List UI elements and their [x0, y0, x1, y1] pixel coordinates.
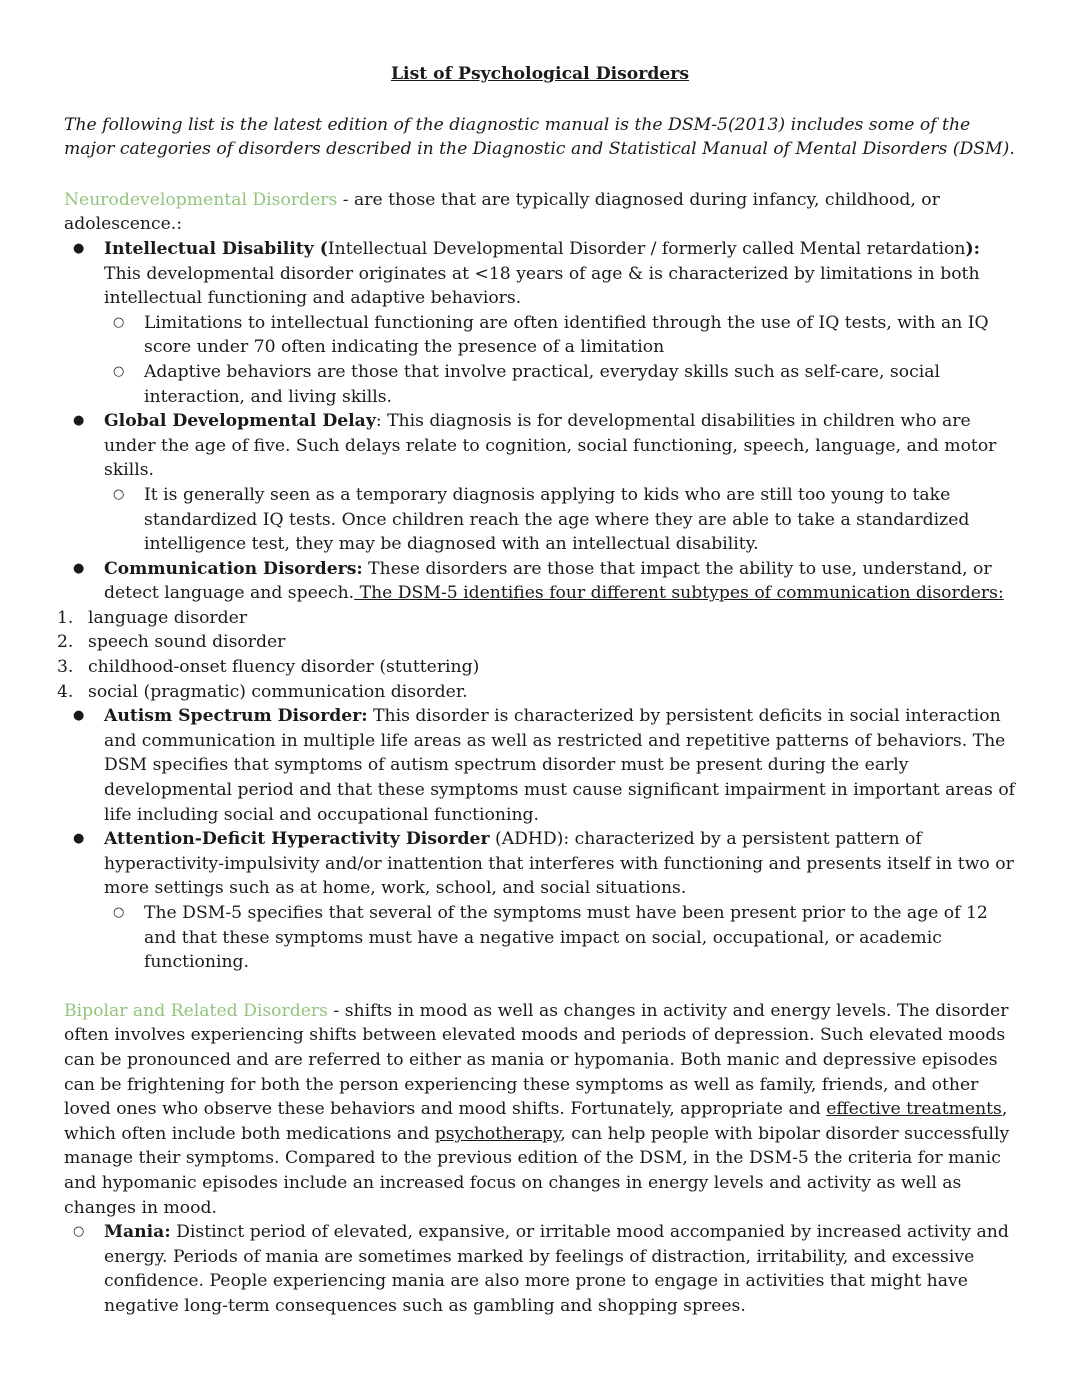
autism-text: This disorder is characterized by persistent deficits in social interaction and communication in multiple life areas as well as restricted and repetitive patterns of behaviors. The DSM specifies that symptoms of autism spectrum disorder must be present during the early developmental period and that these symptoms must cause significant impairment in important areas of life including social and occupational functioning.: [104, 706, 1016, 825]
neuro-heading: Neurodevelopmental Disorders: [64, 189, 338, 210]
communication-term: Communication Disorders:: [104, 558, 363, 579]
mania-term: Mania:: [104, 1222, 171, 1243]
intellectual-paren-text: Intellectual Developmental Disorder / formerly called Mental retardation: [327, 238, 966, 259]
global-term: Global Developmental Delay: [104, 411, 376, 432]
mania-text: Distinct period of elevated, expansive, or irritable mood accompanied by increased activity and energy. Periods of mania are sometimes marked by feelings of distraction, irritability, and excessive confidence. People experiencing mania are also more prone to engage in activities that might have negative long-term consequences such as gambling and shopping sprees.: [104, 1222, 1009, 1316]
list-item: [57, 680, 1016, 705]
communication-underlined: The DSM-5 identifies four different subtypes of communication disorders:: [354, 583, 1004, 604]
bipolar-text-1: - shifts in mood as well as changes in activity and energy levels. The disorder often involves experiencing shifts between elevated moods and periods of depression. Such elevated moods can be pronounced and are referred to either as mania or hypomania. Both manic and depressive episodes can be frightening for both the person experiencing these symptoms as well as family, friends, and other loved ones who observe these behaviors and mood shifts. Fortunately, appropriate and: [64, 1000, 1009, 1120]
list-item-communication-disorders: [104, 557, 1016, 606]
intro-paragraph: The following list is the latest edition of the diagnostic manual is the DSM-5(2013) includes some of the major categories of disorders described in the Diagnostic and Statistical Manual of Mental Disorders (DSM).: [64, 114, 1015, 160]
list-item: ○ Limitations to intellectual functioning are often identified through the use of IQ tests, with an IQ score under 70 often indicating the presence of a limitation: [144, 311, 1016, 360]
list-item-autism-spectrum-disorder: [104, 704, 1016, 827]
psychotherapy-link[interactable]: psychotherapy: [434, 1123, 561, 1144]
list-number: 3.: [57, 657, 74, 678]
list-number: 1.: [57, 607, 74, 628]
list-item-adhd: [104, 827, 1016, 975]
communication-text: These disorders are those that impact the ability to use, understand, or detect language and speech.: [104, 558, 992, 604]
list-item: ○ Adaptive behaviors are those that involve practical, everyday skills such as self-care, social interaction, and living skills.: [144, 360, 1016, 409]
bipolar-text-2: , which often include both medications and: [64, 1099, 1008, 1144]
list-number: 2.: [57, 632, 74, 653]
list-number: 4.: [57, 681, 74, 702]
section-spacer: [64, 975, 1016, 999]
list-item-global-developmental-delay: [104, 409, 1016, 557]
global-text: : This diagnosis is for developmental disabilities in children who are under the age of five. Such delays relate to cognition, social functioning, speech, language, and motor skills.: [104, 411, 997, 481]
effective-treatments-link[interactable]: effective treatments: [826, 1099, 1002, 1120]
neuro-disorder-list-continued: [64, 704, 1016, 975]
neuro-desc: - are those that are typically diagnosed during infancy, childhood, or adolescence.:: [64, 189, 940, 235]
subtype-text: speech sound disorder: [88, 632, 286, 653]
adhd-text: (ADHD): characterized by a persistent pattern of hyperactivity-impulsivity and/or inattention that interferes with functioning and presents itself in two or more settings such as at home, work, school, and social situations.: [104, 829, 1014, 899]
global-sublist: [104, 483, 1016, 557]
list-item: [57, 606, 1016, 631]
bipolar-sublist: [64, 1220, 1016, 1318]
subtype-text: language disorder: [88, 607, 248, 628]
adhd-term: Attention-Deficit Hyperactivity Disorder: [104, 829, 490, 850]
bipolar-text-3: , can help people with bipolar disorder successfully manage their symptoms. Compared to the previous edition of the DSM, in the DSM-5 the criteria for manic and hypomanic episodes include an increased focus on changes in energy levels and activity as well as changes in mood.: [64, 1123, 1010, 1218]
intellectual-text: This developmental disorder originates at <18 years of age & is characterized by limitations in both intellectual functioning and adaptive behaviors.: [104, 263, 980, 309]
bipolar-heading: Bipolar and Related Disorders: [64, 1000, 328, 1021]
neuro-disorder-list: [64, 237, 1016, 606]
intellectual-term: Intellectual Disability: [104, 238, 314, 259]
list-item: [57, 655, 1016, 680]
list-item: ○ The DSM-5 specifies that several of the symptoms must have been present prior to the age of 12 and that these symptoms must have a negative impact on social, occupational, or academic functioning.: [144, 901, 1016, 975]
list-item-intellectual-disability: [104, 237, 1016, 409]
paren-open: (: [313, 238, 328, 259]
intellectual-sublist: [104, 311, 1016, 409]
bipolar-section-paragraph: [64, 999, 1016, 1220]
list-item-mania: [104, 1220, 1016, 1318]
document-title: List of Psychological Disorders: [390, 64, 690, 84]
adhd-sublist: [104, 901, 1016, 975]
list-item: [57, 630, 1016, 655]
neuro-section-intro: [64, 188, 1016, 237]
subtype-text: social (pragmatic) communication disorder.: [88, 681, 468, 702]
list-item: ○ It is generally seen as a temporary diagnosis applying to kids who are still too young to take standardized IQ tests. Once children reach the age where they are able to take a standardized intelligence test, they may be diagnosed with an intellectual disability.: [144, 483, 1016, 557]
subtype-text: childhood-onset fluency disorder (stuttering): [88, 657, 480, 678]
paren-close: ):: [965, 238, 980, 259]
autism-term: Autism Spectrum Disorder:: [104, 706, 368, 727]
communication-subtypes-list: [57, 606, 1016, 704]
